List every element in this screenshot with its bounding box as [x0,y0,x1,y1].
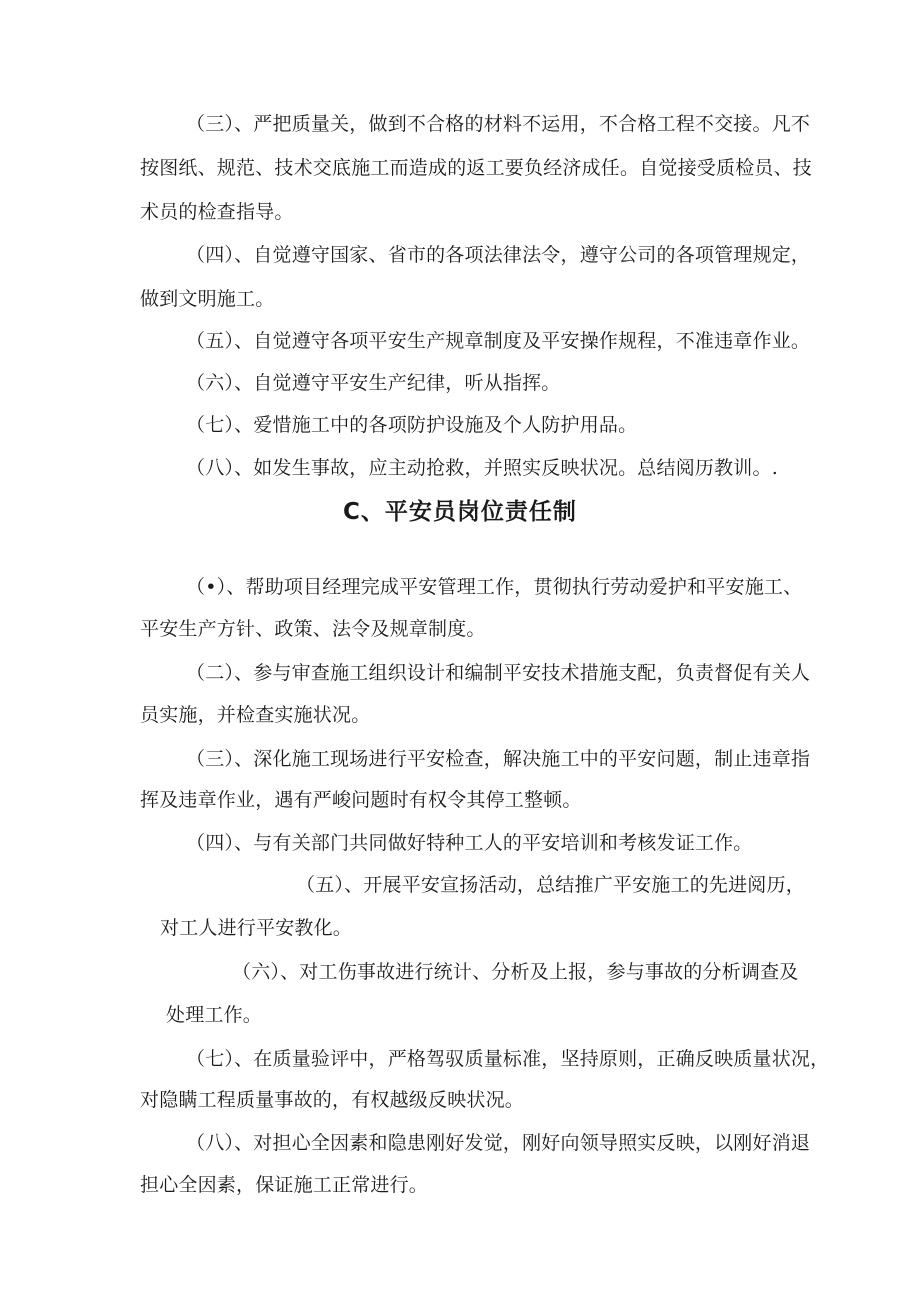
c-p5-line1: （五）、开展平安宣扬活动，总结推广平安施工的先进阅历， [296,874,805,896]
c-p3-line1: （三）、深化施工现场进行平安检查，解决施工中的平安问题，制止违章指 [186,748,811,770]
c-p6-line2: 处理工作。 [166,1004,263,1026]
c-p4: （四）、与有关部门共同做好特种工人的平安培训和考核发证工作。 [186,832,753,854]
c-p3-line2: 挥及违章作业，遇有严峻问题时有权令其停工整顿。 [140,789,582,811]
b-p4-line1: （四）、自觉遵守国家、省市的各项法律法令，遵守公司的各项管理规定， [186,244,811,266]
c-p8-line2: 担心全因素，保证施工正常进行。 [140,1174,429,1196]
c-p7-line2: 对隐瞒工程质量事故的，有权越级反映状况。 [140,1089,525,1111]
b-p7: （七）、爱惜施工中的各项防护设施及个人防护用品。 [186,414,638,436]
section-c-title: C、平安员岗位责任制 [343,499,577,525]
c-p1-line1: （•）、帮助项目经理完成平安管理工作，贯彻执行劳动爱护和平安施工、 [186,576,803,598]
c-p5-line2: 对工人进行平安教化。 [160,917,353,939]
c-p8-line1: （八）、对担心全因素和隐患刚好发觉，刚好向领导照实反映，以刚好消退 [186,1132,811,1154]
c-p2-line2: 员实施，并检查实施状况。 [140,704,371,726]
c-p7-line1: （七）、在质量验评中，严格驾驭质量标准，坚持原则，正确反映质量状况， [186,1048,830,1070]
b-p6: （六）、自觉遵守平安生产纪律，听从指挥。 [186,372,561,394]
b-p4-line2: 做到文明施工。 [140,288,275,310]
b-p3-line2: 按图纸、规范、技术交底施工而造成的返工要负经济成任。自觉接受质检员、技 [140,157,813,179]
c-p1-line2: 平安生产方针、政策、法令及规章制度。 [140,618,486,640]
b-p5: （五）、自觉遵守各项平安生产规章制度及平安操作规程，不准违章作业。 [186,330,811,352]
c-p2-line1: （二）、参与审查施工组织设计和编制平安技术措施支配，负责督促有关人 [186,662,811,684]
b-p8: （八）、如发生事故，应主动抢救，并照实反映状况。总结阅历教训。. [186,457,778,479]
c-p6-line1: （六）、对工伤事故进行统计、分析及上报，参与事故的分析调查及 [232,961,799,983]
b-p3-line3: 术员的检查指导。 [140,201,294,223]
b-p3-line1: （三）、严把质量关，做到不合格的材料不运用，不合格工程不交接。凡不 [186,113,811,135]
